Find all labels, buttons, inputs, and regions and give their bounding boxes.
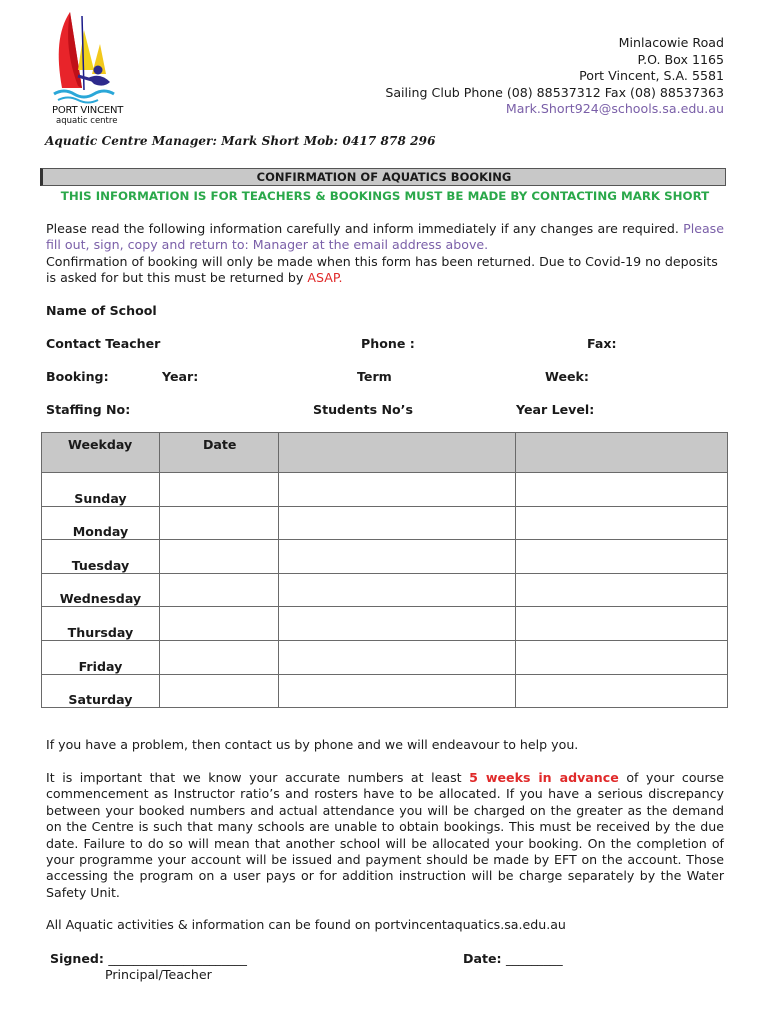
day-monday: Monday	[42, 506, 160, 540]
cell[interactable]	[278, 473, 516, 507]
students-label: Students No’s	[313, 402, 413, 417]
cell[interactable]	[516, 573, 728, 607]
contact-teacher-label: Contact Teacher	[46, 336, 161, 351]
logo-wave-2	[58, 98, 98, 103]
cell[interactable]	[516, 640, 728, 674]
year-level-label: Year Level:	[516, 402, 595, 417]
date-cell[interactable]	[159, 506, 278, 540]
table-row-sunday	[42, 473, 728, 507]
cell[interactable]	[278, 506, 516, 540]
signed-field	[50, 951, 247, 966]
logo-title: PORT VINCENT	[52, 105, 124, 116]
signed-label: Signed:	[50, 951, 109, 966]
date-cell[interactable]	[159, 540, 278, 574]
important-highlight: 5 weeks in advance	[469, 770, 619, 785]
confirmation-paragraph	[46, 254, 724, 287]
fax-label: Fax:	[587, 336, 617, 351]
address-phone-fax: Sailing Club Phone (08) 88537312 Fax (08) 88537363	[385, 84, 724, 100]
school-name-label: Name of School	[46, 303, 157, 318]
cell[interactable]	[516, 473, 728, 507]
booking-table	[41, 432, 728, 708]
address-email-link[interactable]: Mark.Short924@schools.sa.edu.au	[505, 101, 724, 117]
teacher-notice: THIS INFORMATION IS FOR TEACHERS & BOOKINGS MUST BE MADE BY CONTACTING MARK SHORT	[60, 189, 710, 203]
day-wednesday: Wednesday	[42, 573, 160, 607]
year-label: Year:	[162, 369, 199, 384]
signed-line[interactable]: ______________________	[108, 951, 247, 966]
cell[interactable]	[278, 640, 516, 674]
date-cell[interactable]	[159, 674, 278, 708]
address-block	[385, 35, 724, 118]
intro-instruction: Please fill out, sign, copy and return to: Manager at the email address above.	[46, 221, 724, 253]
asap-text: ASAP.	[307, 270, 343, 286]
address-road: Minlacowie Road	[618, 35, 724, 50]
logo-yellow-sail	[78, 30, 94, 70]
cell[interactable]	[278, 674, 516, 708]
date-label: Date:	[463, 951, 506, 966]
logo-swimmer-head	[94, 66, 103, 75]
intro-paragraph	[46, 221, 724, 254]
cell[interactable]	[516, 540, 728, 574]
date-cell[interactable]	[159, 607, 278, 641]
day-tuesday: Tuesday	[42, 540, 160, 574]
table-row-saturday	[42, 674, 728, 708]
manager-line: Aquatic Centre Manager: Mark Short Mob: 0417 878 296	[45, 134, 436, 148]
logo-subtitle: aquatic centre	[56, 116, 118, 126]
date-cell[interactable]	[159, 640, 278, 674]
day-sunday: Sunday	[42, 473, 160, 507]
important-paragraph	[46, 770, 724, 901]
cell[interactable]	[516, 607, 728, 641]
cell[interactable]	[516, 674, 728, 708]
day-thursday: Thursday	[42, 607, 160, 641]
table-row-tuesday	[42, 540, 728, 574]
intro-text: Please read the following information carefully and inform immediately if any changes are required.	[46, 221, 679, 236]
date-cell[interactable]	[159, 573, 278, 607]
phone-label: Phone :	[361, 336, 415, 351]
important-text-rest: of your course commencement as Instructor ratio’s and rosters have to be allocated. If you have a serious discrepancy between your booked numbers and actual attendance you will be charged on the greater as the demand on the Centre is such that many schools are unable to obtain bookings. This must be received by the due date. Failure to do so will mean that another school will be allocated your booking. On the completion of your programme your account will be issued and payment should be made by EFT on the account. Those accessing the program on a user pays or for addition instruction will be charge separately by the Water Safety Unit.	[46, 770, 724, 900]
day-saturday: Saturday	[42, 674, 160, 708]
week-label: Week:	[545, 369, 589, 384]
table-row-monday	[42, 506, 728, 540]
date-line[interactable]: _________	[505, 951, 563, 966]
signer-role: Principal/Teacher	[105, 967, 212, 982]
cell[interactable]	[278, 540, 516, 574]
problem-paragraph: If you have a problem, then contact us by phone and we will endeavour to help you.	[46, 737, 579, 752]
table-row-friday	[42, 640, 728, 674]
cell[interactable]	[516, 506, 728, 540]
date-header: Date	[159, 433, 278, 473]
table-header-row	[42, 433, 728, 473]
cell[interactable]	[278, 607, 516, 641]
blank-header-2	[516, 433, 728, 473]
blank-header-1	[278, 433, 516, 473]
booking-label: Booking:	[46, 369, 109, 384]
day-friday: Friday	[42, 640, 160, 674]
date-cell[interactable]	[159, 473, 278, 507]
term-label: Term	[357, 369, 392, 384]
important-text: It is important that we know your accurate numbers at least	[46, 770, 462, 785]
table-row-wednesday	[42, 573, 728, 607]
website-paragraph: All Aquatic activities & information can be found on portvincentaquatics.sa.edu.au	[46, 917, 566, 932]
weekday-header: Weekday	[42, 433, 160, 473]
table-row-thursday	[42, 607, 728, 641]
address-town: Port Vincent, S.A. 5581	[579, 68, 724, 84]
staffing-label: Staffing No:	[46, 402, 131, 417]
confirmation-text: Confirmation of booking will only be made when this form has been returned. Due to Covid-19 no deposits is asked for but this must be returned by	[46, 254, 718, 286]
page-title: CONFIRMATION OF AQUATICS BOOKING	[40, 168, 726, 186]
address-po-box: P.O. Box 1165	[637, 51, 724, 67]
date-field	[463, 951, 563, 966]
logo-wave	[54, 91, 114, 97]
cell[interactable]	[278, 573, 516, 607]
